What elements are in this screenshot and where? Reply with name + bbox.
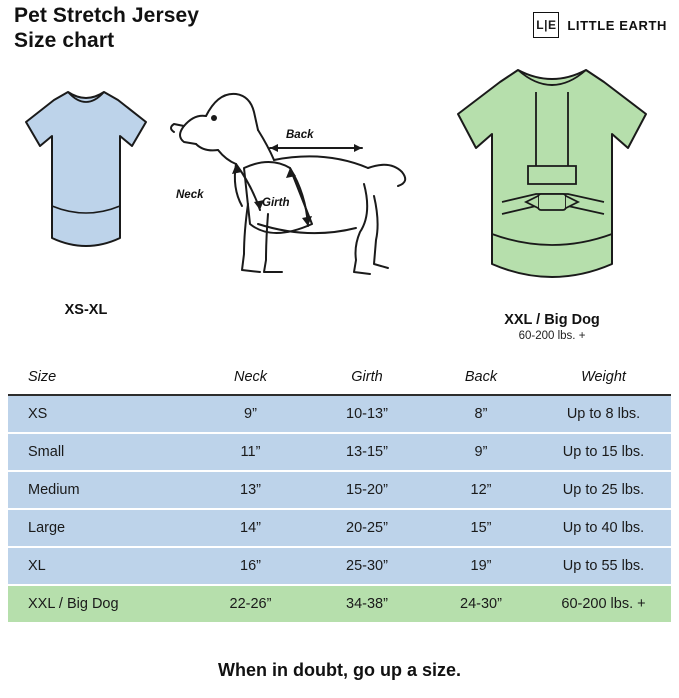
cell-weight: Up to 15 lbs.: [536, 433, 671, 471]
cell-back: 8”: [426, 395, 536, 433]
size-table-wrapper: [8, 360, 671, 622]
header-back: Back: [426, 360, 536, 395]
cell-neck: 16”: [193, 547, 308, 585]
table-row: [8, 471, 671, 509]
cell-girth: 13-15”: [308, 433, 426, 471]
cell-size: Small: [8, 433, 193, 471]
cell-girth: 20-25”: [308, 509, 426, 547]
cell-back: 19”: [426, 547, 536, 585]
cell-weight: Up to 55 lbs.: [536, 547, 671, 585]
table-row: [8, 395, 671, 433]
cell-size: Medium: [8, 471, 193, 509]
table-row: [8, 547, 671, 585]
table-row: [8, 585, 671, 622]
small-jersey-caption: XS-XL: [64, 302, 108, 318]
table-row: [8, 509, 671, 547]
cell-size: XL: [8, 547, 193, 585]
cell-back: 9”: [426, 433, 536, 471]
label-girth: Girth: [262, 197, 290, 209]
header-neck: Neck: [193, 360, 308, 395]
cell-weight: 60-200 lbs. +: [536, 585, 671, 622]
title-line-2: Size chart: [14, 28, 115, 52]
cell-girth: 15-20”: [308, 471, 426, 509]
table-header-row: [8, 360, 671, 395]
cell-neck: 14”: [193, 509, 308, 547]
cell-size: XS: [8, 395, 193, 433]
cell-weight: Up to 8 lbs.: [536, 395, 671, 433]
cell-girth: 10-13”: [308, 395, 426, 433]
header-weight: Weight: [536, 360, 671, 395]
cell-weight: Up to 40 lbs.: [536, 509, 671, 547]
illustrations: [0, 58, 679, 348]
cell-neck: 13”: [193, 471, 308, 509]
cell-neck: 9”: [193, 395, 308, 433]
title-line-1: Pet Stretch Jersey: [14, 4, 200, 27]
header-girth: Girth: [308, 360, 426, 395]
cell-neck: 22-26”: [193, 585, 308, 622]
cell-girth: 25-30”: [308, 547, 426, 585]
figure-big-dog-jersey: [432, 58, 672, 342]
cell-weight: Up to 25 lbs.: [536, 471, 671, 509]
page-title: [14, 4, 199, 54]
cell-size: XXL / Big Dog: [8, 585, 193, 622]
header-size: Size: [8, 360, 193, 395]
cell-girth: 34-38”: [308, 585, 426, 622]
brand-name: LITTLE EARTH: [567, 17, 667, 33]
dog-diagram-icon: [140, 64, 430, 294]
label-neck: Neck: [176, 189, 204, 201]
footer-note: When in doubt, go up a size.: [218, 660, 461, 680]
header: [0, 0, 679, 62]
cell-neck: 11”: [193, 433, 308, 471]
big-dog-caption: XXL / Big Dog: [504, 312, 600, 328]
big-dog-subcaption: 60-200 lbs. +: [518, 330, 586, 342]
cell-back: 15”: [426, 509, 536, 547]
size-table: [8, 360, 671, 622]
cell-back: 24-30”: [426, 585, 536, 622]
label-back: Back: [286, 129, 314, 141]
big-dog-jersey-icon: [432, 58, 672, 303]
brand-monogram-icon: L|E: [533, 12, 559, 38]
cell-back: 12”: [426, 471, 536, 509]
table-row: [8, 433, 671, 471]
figure-dog-measurements: [140, 64, 430, 299]
brand-logo: [533, 12, 667, 38]
cell-size: Large: [8, 509, 193, 547]
